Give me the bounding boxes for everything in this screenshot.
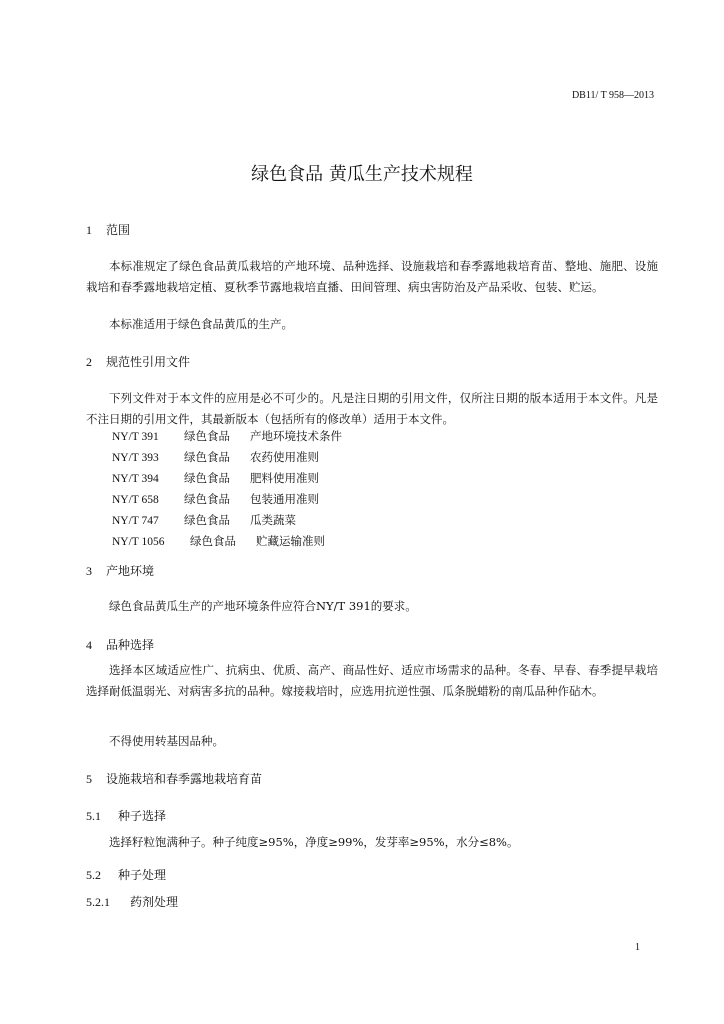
section-5-1-para: 选择籽粒饱满种子。种子纯度≥95%，净度≥99%，发芽率≥95%，水分≤8%。 — [109, 835, 519, 849]
section-number: 4 — [86, 638, 92, 652]
section-title: 种子选择 — [118, 809, 167, 823]
section-title: 产地环境 — [106, 564, 155, 578]
section-title: 范围 — [106, 223, 131, 237]
reference-category: 绿色食品 — [184, 513, 230, 527]
section-title: 规范性引用文件 — [106, 355, 191, 369]
reference-code: NY/T 394 — [112, 473, 159, 485]
reference-code: NY/T 747 — [112, 515, 159, 527]
reference-item — [112, 447, 342, 468]
section-1-heading — [86, 221, 130, 238]
reference-name: 农药使用准则 — [250, 450, 319, 464]
section-number: 3 — [86, 564, 92, 578]
reference-item — [112, 468, 342, 489]
section-2-heading — [86, 353, 190, 370]
section-2-intro: 下列文件对于本文件的应用是必不可少的。凡是注日期的引用文件，仅所注日期的版本适用于本文件。凡是不注日期的引用文件，其最新版本（包括所有的修改单）适用于本文件。 — [86, 391, 658, 426]
document-code: DB11/ T 958—2013 — [571, 90, 654, 101]
reference-name: 瓜类蔬菜 — [250, 513, 296, 527]
reference-list — [112, 426, 342, 552]
section-5-2-heading — [86, 866, 166, 883]
section-5-heading — [86, 770, 262, 787]
page-number: 1 — [635, 942, 640, 953]
section-number: 2 — [86, 355, 92, 369]
section-title: 种子处理 — [118, 868, 167, 882]
section-3-para: 绿色食品黄瓜生产的产地环境条件应符合NY/T 391的要求。 — [109, 599, 417, 613]
reference-item — [112, 426, 342, 447]
section-4-para-2: 不得使用转基因品种。 — [109, 734, 224, 748]
reference-category: 绿色食品 — [190, 534, 236, 548]
reference-category: 绿色食品 — [184, 450, 230, 464]
section-5-2-1-heading — [86, 893, 178, 910]
reference-item — [112, 489, 342, 510]
section-title: 设施栽培和春季露地栽培育苗 — [106, 772, 263, 786]
section-3-heading — [86, 562, 154, 579]
section-number: 5.2 — [86, 868, 101, 882]
section-title: 品种选择 — [106, 638, 155, 652]
reference-item — [112, 531, 342, 552]
section-5-1-heading — [86, 807, 166, 824]
reference-code: NY/T 393 — [112, 452, 159, 464]
reference-code: NY/T 1056 — [112, 536, 165, 548]
reference-name: 贮藏运输准则 — [256, 534, 325, 548]
reference-code: NY/T 658 — [112, 494, 159, 506]
section-title: 药剂处理 — [130, 895, 179, 909]
section-number: 1 — [86, 223, 92, 237]
section-1-para-1: 本标准规定了绿色食品黄瓜栽培的产地环境、品种选择、设施栽培和春季露地栽培育苗、整地、施肥、设施栽培和春季露地栽培定植、夏秋季节露地栽培直播、田间管理、病虫害防治及产品采收、包装、贮运。 — [86, 259, 658, 294]
reference-name: 产地环境技术条件 — [250, 429, 342, 443]
page-title: 绿色食品 黄瓜生产技术规程 — [251, 164, 473, 185]
section-number: 5 — [86, 772, 92, 786]
section-4-heading — [86, 636, 154, 653]
section-number: 5.1 — [86, 809, 101, 823]
section-number: 5.2.1 — [86, 895, 110, 909]
reference-item — [112, 510, 342, 531]
reference-category: 绿色食品 — [184, 471, 230, 485]
reference-name: 包装通用准则 — [250, 492, 319, 506]
section-1-para-2: 本标准适用于绿色食品黄瓜的生产。 — [109, 317, 293, 331]
reference-code: NY/T 391 — [112, 431, 159, 443]
reference-category: 绿色食品 — [184, 429, 230, 443]
reference-category: 绿色食品 — [184, 492, 230, 506]
section-4-para-1: 选择本区域适应性广、抗病虫、优质、高产、商品性好、适应市场需求的品种。冬春、早春、春季提早栽培选择耐低温弱光、对病害多抗的品种。嫁接栽培时，应选用抗逆性强、瓜条脱蜡粉的南瓜品种作砧木。 — [86, 663, 658, 698]
reference-name: 肥料使用准则 — [250, 471, 319, 485]
